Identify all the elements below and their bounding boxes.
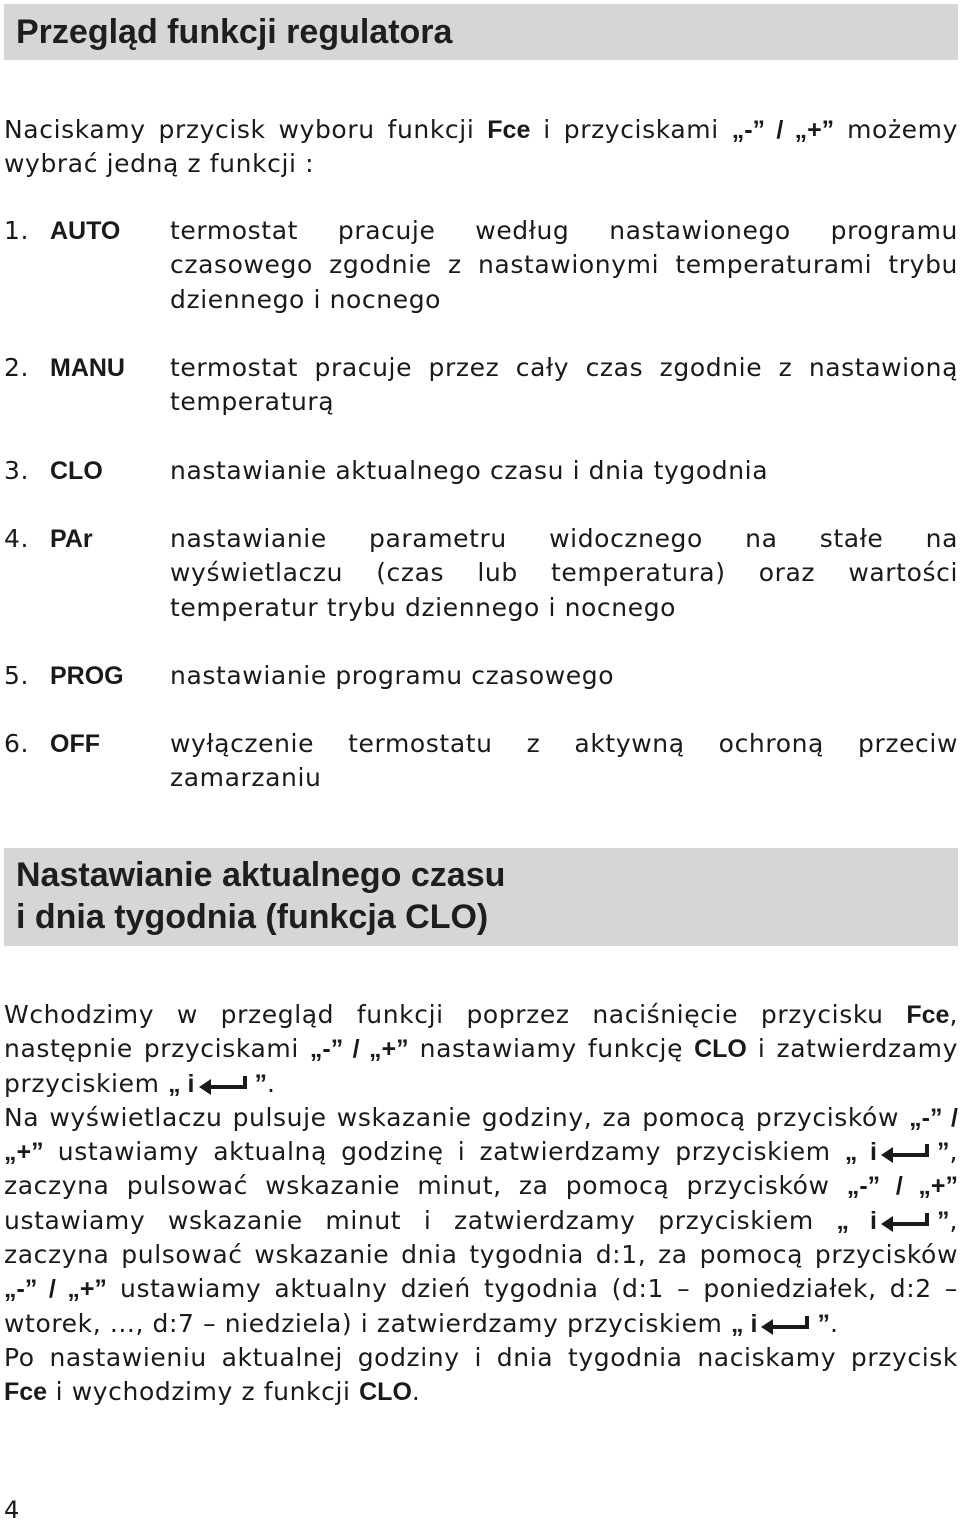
function-description: termostat pracuje według nastawionego programu czasowego zgodnie z nastawionymi temperaturami trybu dziennego i nocnego <box>170 216 958 314</box>
instruction-text: , następnie przyciskami <box>4 1000 958 1064</box>
function-number: 2. <box>4 353 30 382</box>
function-description: termostat pracuje przez cały czas zgodnie z nastawioną temperaturą <box>170 353 958 417</box>
section-title-line: Nastawianie aktualnego czasu <box>16 856 506 894</box>
section-title-function-overview <box>4 4 958 60</box>
enter-key-label: ” <box>936 1206 950 1235</box>
function-number: 6. <box>4 729 30 758</box>
function-description: nastawianie parametru widocznego na stałe na wyświetlaczu (czas lub temperatura) oraz wartości temperatur trybu dziennego i nocnego <box>170 524 958 622</box>
enter-arrow-icon <box>877 1211 937 1233</box>
enter-key-label: ” <box>817 1309 830 1338</box>
clo-function-label: CLO <box>359 1378 412 1407</box>
intro-text: i przyciskami <box>530 115 732 144</box>
instruction-text: Na wyświetlaczu pulsuje wskazanie godziny, za pomocą przycisków <box>4 1102 910 1132</box>
function-number: 1. <box>4 216 30 245</box>
plus-minus-keys-label: „-” / „+” <box>309 1035 409 1064</box>
intro-paragraph <box>4 113 958 182</box>
instruction-text: . <box>411 1377 421 1407</box>
function-description: wyłączenie termostatu z aktywną ochroną przeciw zamarzaniu <box>170 729 958 793</box>
instruction-text: ustawiamy aktualną godzinę i zatwierdzamy przyciskiem <box>43 1137 845 1167</box>
section-title-text: Przegląd funkcji regulatora <box>16 13 453 51</box>
function-key: MANU <box>50 354 125 382</box>
function-number: 4. <box>4 524 30 553</box>
function-key: AUTO <box>50 217 121 245</box>
function-number: 5. <box>4 661 30 690</box>
instruction-text: ustawiamy aktualny dzień tygodnia (d:1 – poniedziałek, d:2 – wtorek, ..., d:7 – niedziela) i zatwierdzamy przyciskiem <box>4 1274 958 1338</box>
function-number: 3. <box>4 456 30 485</box>
enter-key-label: „ i <box>168 1069 195 1098</box>
instruction-text: Wchodzimy w przegląd funkcji poprzez naciśnięcie przycisku <box>4 1000 907 1029</box>
enter-key-label: ” <box>936 1138 950 1167</box>
instruction-text: . <box>267 1068 276 1098</box>
section-title-clock-setting <box>4 848 958 946</box>
function-item-clo <box>4 454 958 488</box>
instruction-text: Po nastawieniu aktualnej godziny i dnia tygodnia naciskamy przycisk <box>4 1342 958 1372</box>
enter-arrow-icon <box>877 1142 937 1164</box>
instruction-text: , zaczyna pulsować wskazanie minut, za pomocą przycisków <box>4 1137 958 1201</box>
enter-key-label: ” <box>254 1069 267 1098</box>
enter-key-label: „ i <box>836 1206 877 1235</box>
function-item-off <box>4 727 958 796</box>
function-item-manu <box>4 351 958 420</box>
function-description: nastawianie programu czasowego <box>170 661 615 690</box>
clock-setting-instructions <box>4 998 958 1410</box>
function-key: PROG <box>50 662 124 690</box>
function-key: OFF <box>50 730 100 758</box>
function-item-auto <box>4 214 958 317</box>
function-description: nastawianie aktualnego czasu i dnia tygodnia <box>170 456 769 485</box>
instruction-text: i wychodzimy z funkcji <box>47 1377 360 1407</box>
function-key: CLO <box>50 457 103 485</box>
plus-minus-keys-label: „-” / „+” <box>4 1103 959 1167</box>
function-key: PAr <box>50 525 93 553</box>
instruction-text: ustawiamy wskazanie minut i zatwierdzamy przyciskiem <box>4 1205 837 1235</box>
plus-minus-keys-label: „-” / „+” <box>4 1275 107 1304</box>
intro-text: możemy wybrać jedną z funkcji : <box>4 115 958 179</box>
clo-function-label: CLO <box>694 1035 747 1064</box>
fce-key-label: Fce <box>487 116 531 144</box>
instruction-text: nastawiamy funkcję <box>408 1034 695 1064</box>
fce-key-label: Fce <box>906 1001 950 1029</box>
enter-arrow-icon <box>195 1074 255 1096</box>
plus-minus-keys-label: „-” / „+” <box>731 116 835 144</box>
fce-key-label: Fce <box>4 1378 48 1407</box>
instruction-text: i zatwierdzamy przyciskiem <box>4 1034 958 1098</box>
function-item-prog <box>4 659 958 693</box>
plus-minus-keys-label: „-” / „+” <box>846 1172 959 1201</box>
enter-arrow-icon <box>757 1314 817 1336</box>
section-title-line: i dnia tygodnia (funkcja CLO) <box>16 898 489 936</box>
enter-key-label: „ i <box>844 1138 877 1167</box>
page-number: 4 <box>4 1496 20 1524</box>
instruction-text: . <box>829 1308 839 1338</box>
enter-key-label: „ i <box>731 1309 758 1338</box>
instruction-text: , zaczyna pulsować wskazanie dnia tygodnia d:1, za pomocą przycisków <box>4 1205 958 1270</box>
function-item-par <box>4 522 958 625</box>
intro-text: Naciskamy przycisk wyboru funkcji <box>4 115 488 144</box>
